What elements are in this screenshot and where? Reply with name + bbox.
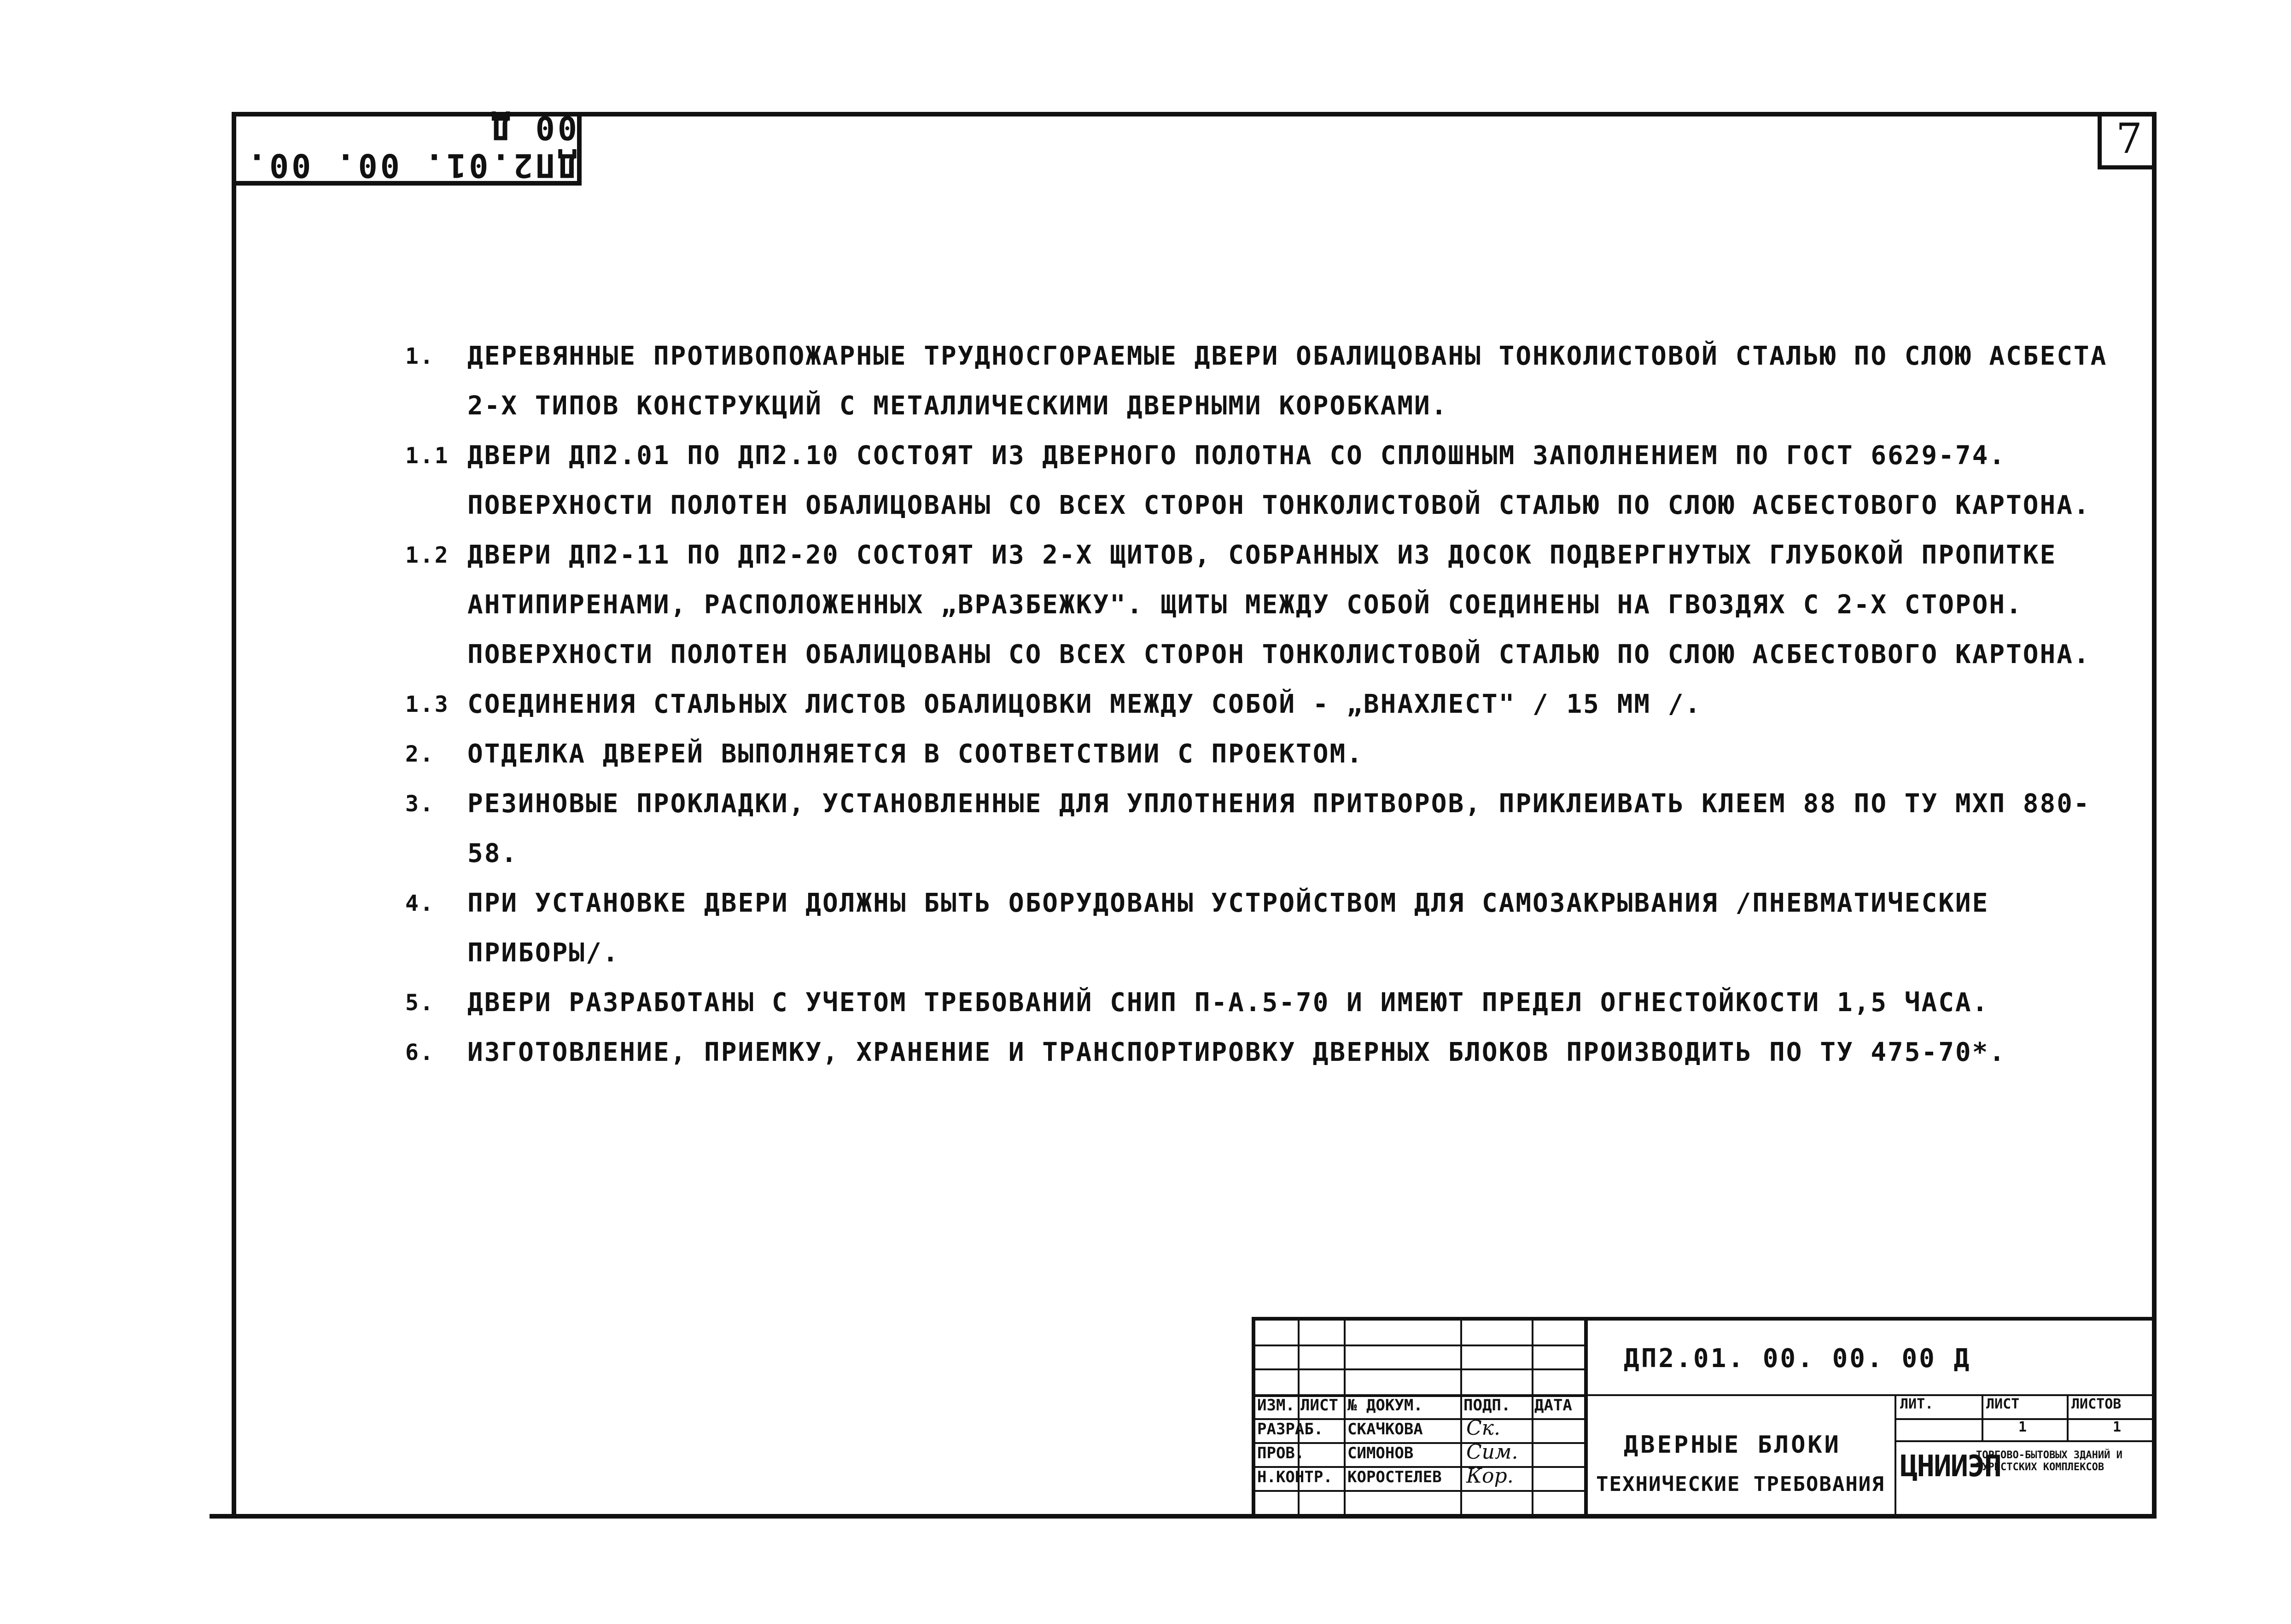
note-text: ДЕРЕВЯННЫЕ ПРОТИВОПОЖАРНЫЕ ТРУДНОСГОРАЕМЫЕ ДВЕРИ ОБАЛИЦОВАНЫ ТОНКОЛИСТОВОЙ СТАЛЬЮ ПО СЛОЮ АСБЕСТА 2-Х ТИПОВ КОНСТРУКЦИЙ С МЕТАЛЛИЧЕСКИМИ ДВЕРНЫМИ КОРОБКАМИ.: [467, 341, 2125, 421]
note-number: 1.2: [405, 542, 449, 568]
note-number: 1.3: [405, 692, 449, 717]
sheets-value: 1: [2113, 1419, 2122, 1435]
note-item: [405, 431, 2109, 530]
signature: Ск.: [1466, 1416, 1500, 1440]
note-item: [405, 332, 2125, 431]
col-header: ПОДП.: [1463, 1396, 1511, 1414]
role-label: ПРОВ.: [1257, 1444, 1305, 1462]
note-number: 1.: [405, 343, 435, 369]
organization-logo: ЦНИИЭП: [1900, 1449, 2001, 1484]
note-number: 6.: [405, 1040, 435, 1065]
sheets-header: ЛИСТОВ: [2071, 1396, 2122, 1412]
signature: Сим.: [1466, 1440, 1518, 1464]
note-item: [405, 978, 2109, 1028]
note-number: 5.: [405, 990, 435, 1016]
sheet-header: ЛИСТ: [1986, 1396, 2020, 1412]
note-number: 1.1: [405, 443, 449, 469]
person-name: СИМОНОВ: [1347, 1444, 1414, 1462]
note-item: [405, 879, 2109, 978]
note-text: СОЕДИНЕНИЯ СТАЛЬНЫХ ЛИСТОВ ОБАЛИЦОВКИ МЕЖДУ СОБОЙ - „ВНАХЛЕСТ" / 15 ММ /.: [467, 689, 1702, 719]
sheet-info: [1896, 1396, 2157, 1442]
col-header: ИЗМ.: [1257, 1396, 1295, 1414]
page-number: 7: [2098, 112, 2157, 169]
note-item: [405, 530, 2109, 680]
note-item: [405, 1028, 2109, 1077]
col-header: ДАТА: [1534, 1396, 1572, 1414]
lit-header: ЛИТ.: [1900, 1396, 1934, 1412]
sheet-value: 1: [2018, 1419, 2027, 1435]
note-text: ОТДЕЛКА ДВЕРЕЙ ВЫПОЛНЯЕТСЯ В СООТВЕТСТВИИ С ПРОЕКТОМ.: [467, 739, 1364, 769]
col-header: ЛИСТ: [1300, 1396, 1338, 1414]
rotated-document-code: ДП2.01. 00. 00. 00 Д: [244, 109, 577, 184]
document-title: ДВЕРНЫЕ БЛОКИ: [1624, 1431, 1841, 1459]
role-label: Н.КОНТР.: [1257, 1468, 1333, 1486]
note-text: ПРИ УСТАНОВКЕ ДВЕРИ ДОЛЖНЫ БЫТЬ ОБОРУДОВАНЫ УСТРОЙСТВОМ ДЛЯ САМОЗАКРЫВАНИЯ /ПНЕВМАТИЧЕСКИЕ ПРИБОРЫ/.: [467, 888, 2006, 968]
note-number: 4.: [405, 891, 435, 916]
col-header: № ДОКУМ.: [1347, 1396, 1423, 1414]
note-number: 2.: [405, 741, 435, 767]
title-block: [1252, 1317, 2157, 1514]
note-number: 3.: [405, 791, 435, 817]
stamp-document-code: ДП2.01. 00. 00. 00 Д: [1624, 1344, 1971, 1374]
note-text: ИЗГОТОВЛЕНИЕ, ПРИЕМКУ, ХРАНЕНИЕ И ТРАНСПОРТИРОВКУ ДВЕРНЫХ БЛОКОВ ПРОИЗВОДИТЬ ПО ТУ 475-70*.: [467, 1037, 2006, 1067]
person-name: СКАЧКОВА: [1347, 1420, 1423, 1438]
role-label: РАЗРАБ.: [1257, 1420, 1323, 1438]
note-text: РЕЗИНОВЫЕ ПРОКЛАДКИ, УСТАНОВЛЕННЫЕ ДЛЯ УПЛОТНЕНИЯ ПРИТВОРОВ, ПРИКЛЕИВАТЬ КЛЕЕМ 88 ПО ТУ МХП 880-58.: [467, 789, 2091, 868]
note-item: [405, 729, 2109, 779]
note-item: [405, 680, 2109, 729]
signature: Кор.: [1466, 1464, 1514, 1488]
note-text: ДВЕРИ ДП2.01 ПО ДП2.10 СОСТОЯТ ИЗ ДВЕРНОГО ПОЛОТНА СО СПЛОШНЫМ ЗАПОЛНЕНИЕМ ПО ГОСТ 6629-74. ПОВЕРХНОСТИ ПОЛОТЕН ОБАЛИЦОВАНЫ СО ВСЕХ СТОРОН ТОНКОЛИСТОВОЙ СТАЛЬЮ ПО СЛОЮ АСБЕСТОВОГО КАРТОНА.: [467, 441, 2091, 520]
note-text: ДВЕРИ РАЗРАБОТАНЫ С УЧЕТОМ ТРЕБОВАНИЙ СНИП П-А.5-70 И ИМЕЮТ ПРЕДЕЛ ОГНЕСТОЙКОСТИ 1,5 ЧАСА.: [467, 988, 1989, 1018]
note-text: ДВЕРИ ДП2-11 ПО ДП2-20 СОСТОЯТ ИЗ 2-Х ЩИТОВ, СОБРАННЫХ ИЗ ДОСОК ПОДВЕРГНУТЫХ ГЛУБОКОЙ ПРОПИТКЕ АНТИПИРЕНАМИ, РАСПОЛОЖЕННЫХ „ВРАЗБЕЖКУ". ЩИТЫ МЕЖДУ СОБОЙ СОЕДИНЕНЫ НА ГВОЗДЯХ С 2-Х СТОРОН. ПОВЕРХНОСТИ ПОЛОТЕН ОБАЛИЦОВАНЫ СО ВСЕХ СТОРОН ТОНКОЛИСТОВОЙ СТАЛЬЮ ПО СЛОЮ АСБЕСТОВОГО КАРТОНА.: [467, 540, 2091, 669]
revision-grid: [1255, 1321, 1588, 1514]
document-subtitle: ТЕХНИЧЕСКИЕ ТРЕБОВАНИЯ: [1596, 1473, 1885, 1496]
organization-name: ТОРГОВО-БЫТОВЫХ ЗДАНИЙ И ТУРИСТСКИХ КОМПЛЕКСОВ: [1976, 1449, 2122, 1473]
rotated-code-box: [232, 109, 582, 186]
note-item: [405, 779, 2109, 879]
technical-notes: [405, 332, 2125, 1077]
person-name: КОРОСТЕЛЕВ: [1347, 1468, 1442, 1486]
frame-bottom-line: [210, 1514, 2157, 1519]
